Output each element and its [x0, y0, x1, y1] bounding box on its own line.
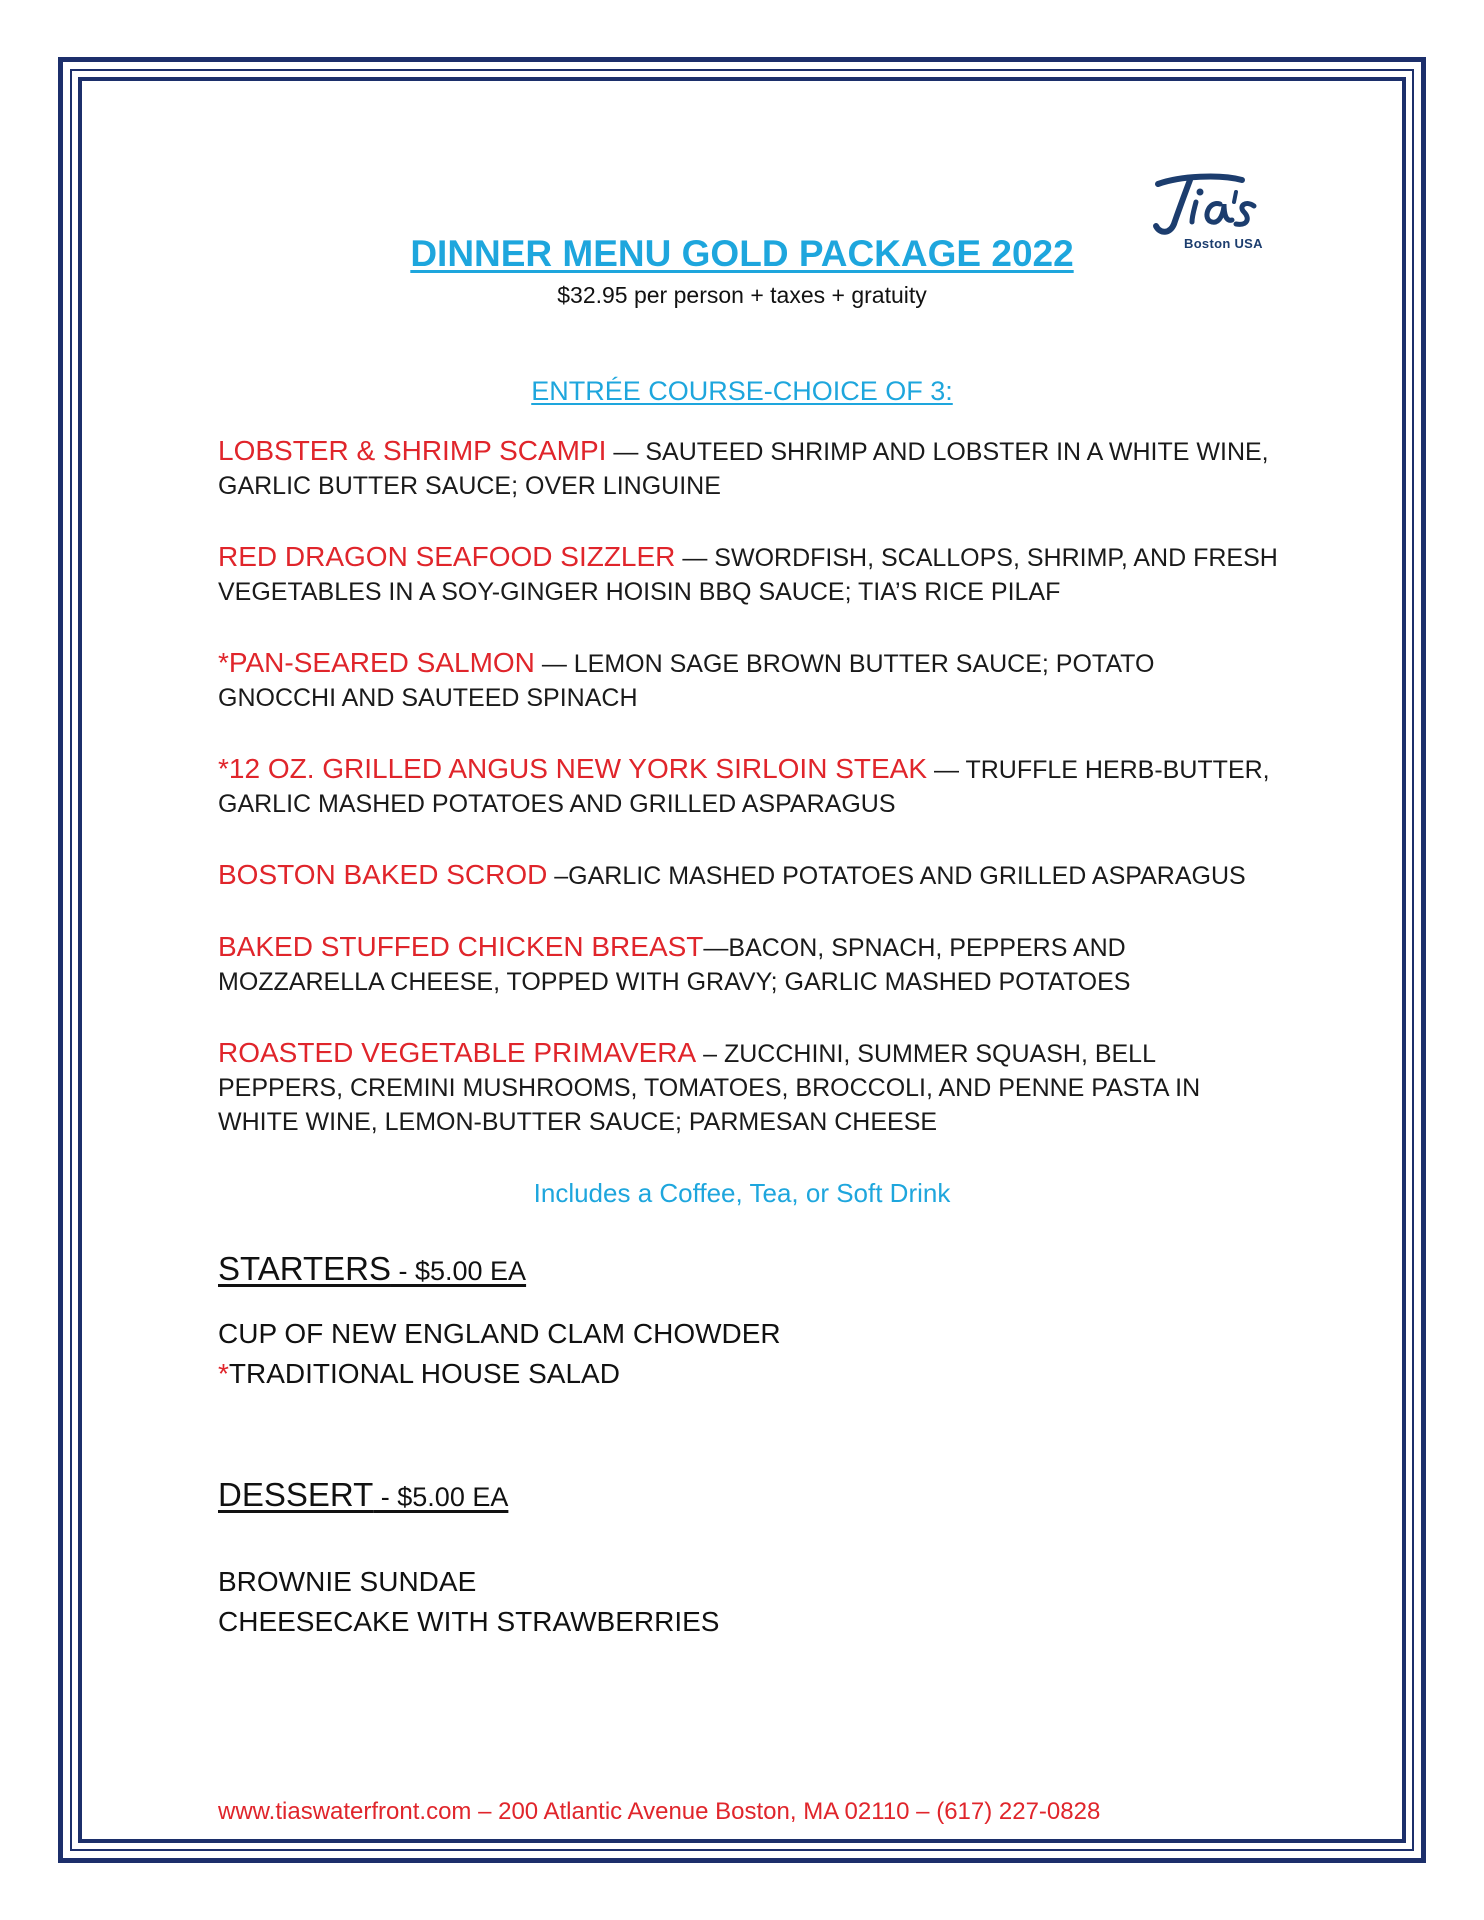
includes-note: Includes a Coffee, Tea, or Soft Drink	[533, 1178, 951, 1208]
entree-name: ROASTED VEGETABLE PRIMAVERA	[218, 1037, 697, 1068]
list-item: BROWNIE SUNDAE	[218, 1566, 477, 1597]
starter-item-text: TRADITIONAL HOUSE SALAD	[228, 1358, 620, 1389]
logo-subtitle: Boston USA	[1184, 236, 1263, 251]
entree-name: LOBSTER & SHRIMP SCAMPI	[218, 435, 607, 466]
list-item	[218, 1314, 781, 1354]
logo-script	[1150, 172, 1262, 240]
starters-price: - $5.00 EA	[390, 1256, 527, 1286]
entree-item	[218, 930, 1278, 999]
entree-list	[218, 434, 1278, 1176]
entree-name: BOSTON BAKED SCROD	[218, 859, 548, 890]
dessert-title: DESSERT	[218, 1476, 374, 1513]
entree-description: — TRUFFLE HERB-BUTTER, GARLIC MASHED POTATOES AND GRILLED ASPARAGUS	[218, 756, 1270, 818]
entree-name: *12 OZ. GRILLED ANGUS NEW YORK SIRLOIN STEAK	[218, 753, 928, 784]
entree-item	[218, 1036, 1278, 1139]
entree-course-heading: ENTRÉE COURSE-CHOICE OF 3:	[531, 376, 953, 406]
entree-name: RED DRAGON SEAFOOD SIZZLER	[218, 541, 676, 572]
list-item: CHEESECAKE WITH STRAWBERRIES	[218, 1606, 720, 1637]
starters-list	[218, 1314, 781, 1394]
entree-description: — SWORDFISH, SCALLOPS, SHRIMP, AND FRESH VEGETABLES IN A SOY-GINGER HOISIN BBQ SAUCE; TIA’S RICE PILAF	[218, 544, 1278, 606]
entree-name: BAKED STUFFED CHICKEN BREAST	[218, 931, 704, 962]
entree-description: —BACON, SPNACH, PEPPERS AND MOZZARELLA CHEESE, TOPPED WITH GRAVY; GARLIC MASHED POTATOES	[218, 934, 1131, 996]
entree-item	[218, 646, 1278, 715]
entree-description: – ZUCCHINI, SUMMER SQUASH, BELL PEPPERS, CREMINI MUSHROOMS, TOMATOES, BROCCOLI, AND PENNE PASTA IN WHITE WINE, LEMON-BUTTER SAUCE; PARMESAN CHEESE	[218, 1040, 1201, 1136]
starters-title: STARTERS	[218, 1250, 391, 1287]
entree-item	[218, 540, 1278, 609]
dessert-heading	[218, 1476, 508, 1514]
dessert-price: - $5.00 EA	[373, 1482, 509, 1512]
entree-description: — LEMON SAGE BROWN BUTTER SAUCE; POTATO GNOCCHI AND SAUTEED SPINACH	[218, 650, 1155, 712]
list-item	[218, 1354, 781, 1394]
page-title: DINNER MENU GOLD PACKAGE 2022	[410, 233, 1074, 274]
price-subtitle: $32.95 per person + taxes + gratuity	[557, 282, 927, 308]
entree-description: — SAUTEED SHRIMP AND LOBSTER IN A WHITE WINE, GARLIC BUTTER SAUCE; OVER LINGUINE	[218, 438, 1269, 500]
entree-item	[218, 752, 1278, 821]
entree-item	[218, 434, 1278, 503]
dessert-list	[218, 1562, 719, 1642]
footer-contact: www.tiaswaterfront.com – 200 Atlantic Avenue Boston, MA 02110 – (617) 227-0828	[218, 1798, 1101, 1825]
starter-item-text: CUP OF NEW ENGLAND CLAM CHOWDER	[218, 1318, 781, 1349]
entree-name: *PAN-SEARED SALMON	[218, 647, 535, 678]
starters-heading	[218, 1250, 526, 1288]
entree-item	[218, 858, 1278, 893]
entree-description: –GARLIC MASHED POTATOES AND GRILLED ASPARAGUS	[547, 862, 1246, 890]
star-marker: *	[218, 1358, 229, 1389]
